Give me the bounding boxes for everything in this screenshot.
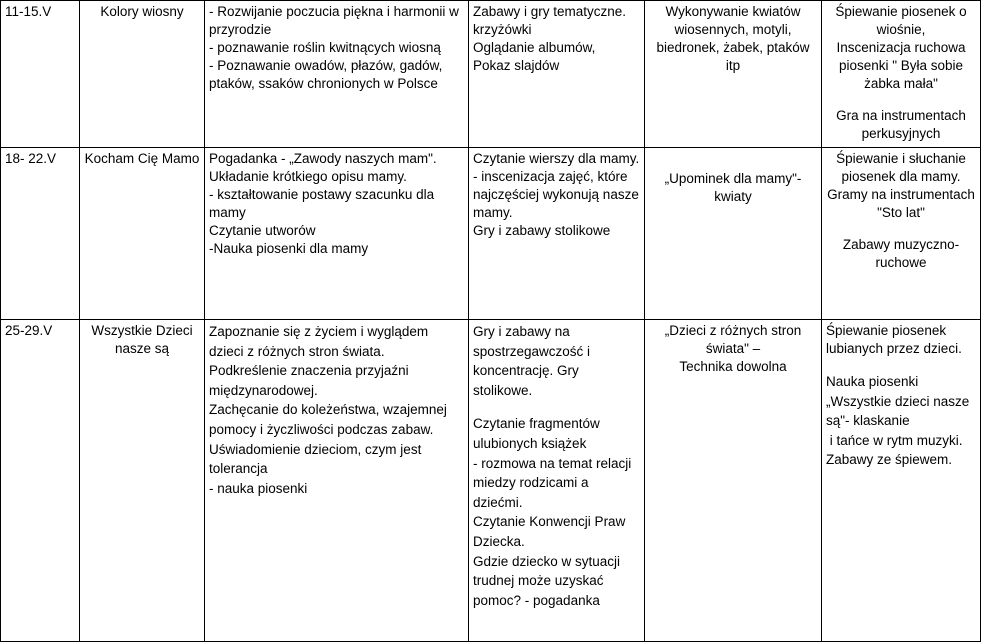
music-line: i tańce w rytm muzyki.	[826, 432, 963, 448]
activity-line: - rozmowa na temat relacji miedzy rodzicami a dziećmi.	[473, 455, 636, 510]
goal-line: Zachęcanie do koleżeństwa, wzajemnej pomocy i życzliwości podczas zabaw.	[209, 402, 451, 437]
date-cell	[1, 148, 80, 320]
music-line: Zabawy muzyczno-ruchowe	[842, 237, 960, 270]
goal-line: - poznawanie roślin kwitnących wiosną	[209, 40, 441, 55]
music-line: Nauka piosenki	[826, 374, 919, 389]
activity-line: Czytanie Konwencji Praw Dziecka.	[473, 514, 630, 549]
activity-line: Zabawy i gry tematyczne.	[473, 4, 627, 19]
table-row	[1, 320, 981, 642]
date-text: 18- 22.V	[5, 151, 57, 166]
activity-line: Czytanie fragmentów ulubionych książek	[473, 416, 604, 451]
music-line: Zabawy ze śpiewem.	[826, 452, 953, 468]
music-line: Inscenizacja ruchowa piosenki " Była sobie żabka mała"	[836, 40, 970, 91]
goal-line: - nauka piosenki	[209, 480, 308, 496]
goal-line: -Nauka piosenki dla mamy	[209, 241, 369, 256]
music-line: Śpiewanie piosenek o wiośnie,	[835, 4, 971, 37]
music-line: Śpiewanie i słuchanie piosenek dla mamy.	[836, 151, 970, 184]
date-text: 25-29.V	[5, 323, 53, 338]
music-line: Gramy na instrumentach "Sto lat"	[827, 187, 979, 220]
date-cell	[1, 1, 80, 148]
topic-text: Kocham Cię Mamo	[84, 151, 200, 166]
topic-cell	[80, 148, 205, 320]
goals-cell	[205, 320, 469, 642]
activity-line: - inscenizacja zajęć, które najczęściej wykonują nasze mamy.	[473, 169, 643, 220]
music-cell	[822, 1, 981, 148]
activities-cell	[469, 1, 645, 148]
table-row	[1, 148, 981, 320]
goals-cell	[205, 148, 469, 320]
art-line: Technika dowolna	[679, 359, 787, 374]
activity-line: Gdzie dziecko w sytuacji trudnej może uzyskać pomoc? - pogadanka	[473, 553, 624, 608]
goal-line: Uświadomienie dzieciom, czym jest tolerancja	[209, 441, 426, 477]
goal-line: Czytanie utworów	[209, 223, 316, 238]
topic-cell	[80, 320, 205, 642]
music-line: Gra na instrumentach perkusyjnych	[836, 108, 970, 141]
music-line: „Wszystkie dzieci nasze są"- klaskanie	[826, 393, 974, 429]
activity-line: Gry i zabawy stolikowe	[473, 223, 611, 238]
art-cell	[645, 1, 822, 148]
topic-text: Wszystkie Dzieci nasze są	[91, 323, 193, 356]
goal-line: Podkreślenie znaczenia przyjaźni międzynarodowej.	[209, 363, 413, 398]
topic-cell	[80, 1, 205, 148]
music-cell	[822, 320, 981, 642]
music-line: Śpiewanie piosenek lubianych przez dzieci.	[826, 323, 962, 356]
music-cell	[822, 148, 981, 320]
activity-line: Gry i zabawy na spostrzegawczość i koncentrację. Gry stolikowe.	[473, 324, 594, 398]
activity-line: Czytanie wierszy dla mamy.	[473, 151, 640, 166]
activities-cell	[469, 320, 645, 642]
activity-line: Oglądanie albumów,	[473, 40, 596, 55]
activity-line: Pokaz slajdów	[473, 58, 560, 73]
art-cell	[645, 148, 822, 320]
goal-line: - kształtowanie postawy szacunku dla mamy	[209, 187, 438, 220]
goals-cell	[205, 1, 469, 148]
goal-line: Pogadanka - „Zawody naszych mam".	[209, 151, 437, 166]
topic-text: Kolory wiosny	[100, 4, 184, 19]
goal-line: - Poznawanie owadów, płazów, gadów, ptaków, ssaków chronionych w Polsce	[209, 58, 447, 91]
art-line: „Upominek dla mamy"- kwiaty	[664, 171, 806, 204]
art-cell	[645, 320, 822, 642]
activity-line: krzyżówki	[473, 22, 532, 37]
art-line: Wykonywanie kwiatów wiosennych, motyli, biedronek, żabek, ptaków itp	[656, 4, 814, 73]
goal-line: Zapoznanie się z życiem i wyglądem dzieci z różnych stron świata.	[209, 324, 432, 359]
date-text: 11-15.V	[5, 4, 52, 19]
table-row	[1, 1, 981, 148]
goal-line: Układanie krótkiego opisu mamy.	[209, 169, 407, 184]
date-cell	[1, 320, 80, 642]
goal-line: - Rozwijanie poczucia piękna i harmonii w przyrodzie	[209, 4, 463, 37]
art-line: „Dzieci z różnych stron świata" –	[664, 323, 806, 356]
activities-cell	[469, 148, 645, 320]
